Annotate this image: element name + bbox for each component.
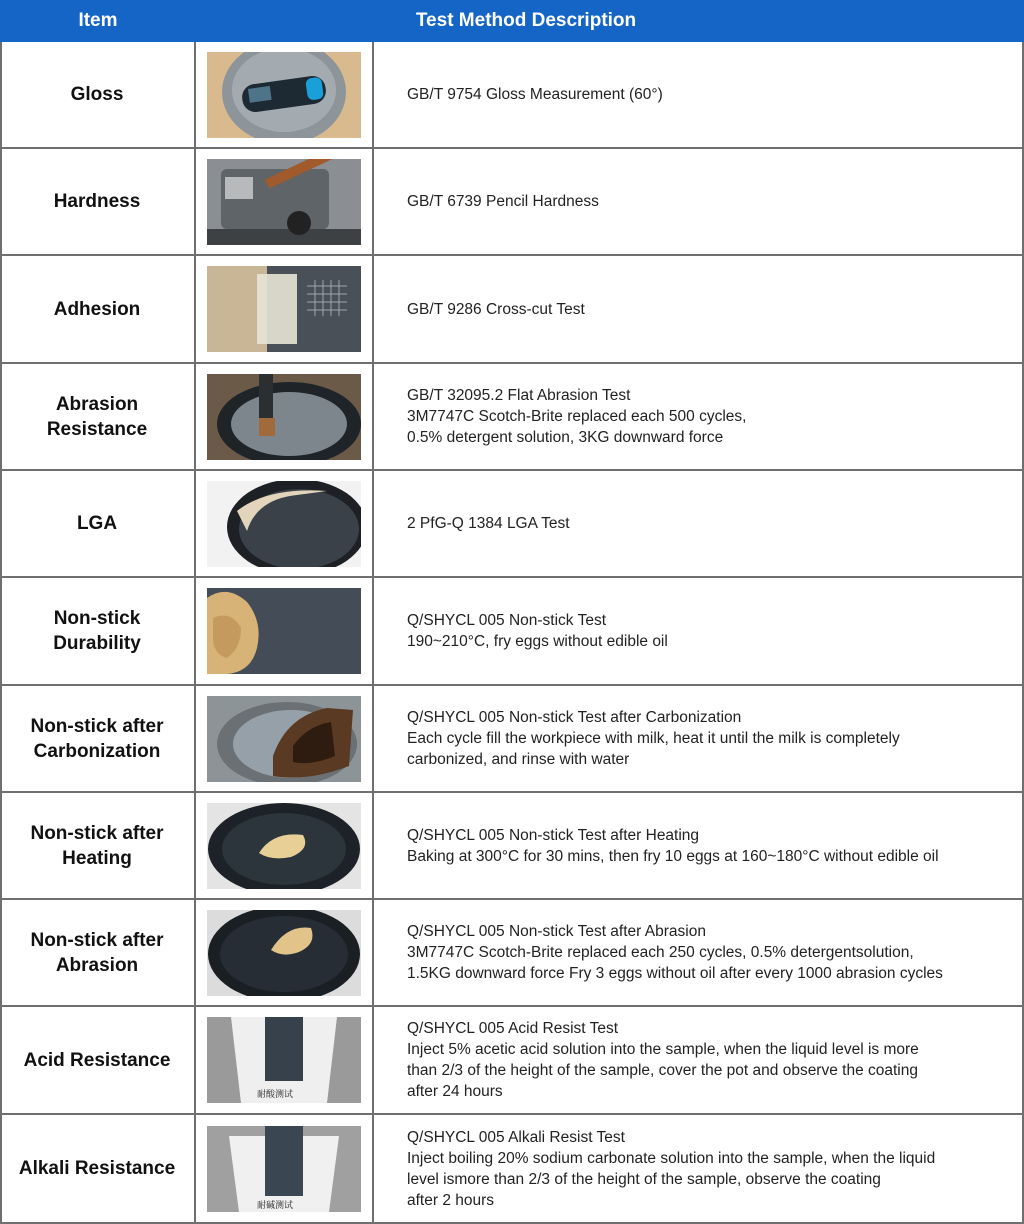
header-description: Test Method Description <box>415 10 637 31</box>
photo-cell <box>196 900 374 1005</box>
fried-egg-photo <box>207 588 361 674</box>
photo-cell <box>196 471 374 576</box>
description-cell <box>374 364 1024 469</box>
cross-cut-tape-photo <box>207 266 361 352</box>
item-name: Non-stick after Carbonization <box>0 686 196 791</box>
table-row <box>0 1115 1024 1224</box>
description-line: GB/T 6739 Pencil Hardness <box>407 193 599 210</box>
pencil-hardness-tester-photo <box>207 159 361 245</box>
table-row <box>0 256 1024 364</box>
egg-in-pan-photo <box>207 803 361 889</box>
description-line: Q/SHYCL 005 Non-stick Test after Abrasion <box>407 923 706 940</box>
table-row <box>0 471 1024 578</box>
photo-cell <box>196 256 374 362</box>
photo-cell <box>196 42 374 147</box>
description-line: level ismore than 2/3 of the height of the sample, observe the coating <box>407 1170 881 1188</box>
item-name: Abrasion Resistance <box>0 364 196 469</box>
acid-cup-sample-photo <box>207 1017 361 1103</box>
description-line: 3M7747C Scotch-Brite replaced each 500 cycles, <box>407 408 747 425</box>
description-cell <box>374 1115 1024 1222</box>
carbonized-milk-photo <box>207 696 361 782</box>
table-row <box>0 364 1024 471</box>
table-row <box>0 793 1024 900</box>
item-name: Alkali Resistance <box>0 1115 196 1222</box>
description-cell <box>374 578 1024 684</box>
description-line: Q/SHYCL 005 Non-stick Test <box>407 612 606 629</box>
description-cell <box>374 686 1024 791</box>
description-line: 2 PfG-Q 1384 LGA Test <box>407 515 570 532</box>
description-line: Q/SHYCL 005 Acid Resist Test <box>407 1020 619 1037</box>
table-row <box>0 578 1024 686</box>
description-line: Q/SHYCL 005 Alkali Resist Test <box>407 1128 625 1146</box>
item-name: Adhesion <box>0 256 196 362</box>
table-row <box>0 686 1024 793</box>
description-cell <box>374 900 1024 1005</box>
description-line: 0.5% detergent solution, 3KG downward force <box>407 429 724 446</box>
description-line: carbonized, and rinse with water <box>407 751 630 768</box>
description-cell <box>374 1007 1024 1113</box>
alkali-cup-sample-photo <box>207 1126 361 1212</box>
description-cell <box>374 256 1024 362</box>
description-line: after 24 hours <box>407 1083 503 1100</box>
description-cell <box>374 42 1024 147</box>
photo-cell <box>196 793 374 898</box>
description-line: than 2/3 of the height of the sample, cover the pot and observe the coating <box>407 1062 918 1079</box>
photo-cell <box>196 149 374 254</box>
description-line: GB/T 9286 Cross-cut Test <box>407 300 585 318</box>
gloss-meter-photo <box>207 52 361 138</box>
svg-text:耐碱测试: 耐碱测试 <box>257 1200 294 1211</box>
table-row <box>0 42 1024 149</box>
table-row <box>0 1007 1024 1115</box>
description-line: GB/T 9754 Gloss Measurement (60°) <box>407 86 663 103</box>
photo-cell <box>196 1007 374 1113</box>
item-name: Non-stick Durability <box>0 578 196 684</box>
abrasion-tester-pan-photo <box>207 374 361 460</box>
description-cell <box>374 471 1024 576</box>
description-line: 190~210°C, fry eggs without edible oil <box>407 633 668 650</box>
description-line: Inject boiling 20% sodium carbonate solution into the sample, when the liquid <box>407 1149 936 1167</box>
egg-in-pan-abrasion-photo <box>207 910 361 996</box>
header-item: Item <box>78 10 118 31</box>
item-name: Gloss <box>0 42 196 147</box>
description-line: after 2 hours <box>407 1191 495 1209</box>
item-name: LGA <box>0 471 196 576</box>
photo-cell <box>196 1115 374 1222</box>
lga-pan-photo <box>207 481 361 567</box>
description-line: Q/SHYCL 005 Non-stick Test after Heating <box>407 826 700 844</box>
description-line: Inject 5% acetic acid solution into the sample, when the liquid level is more <box>407 1041 919 1058</box>
description-line: 3M7747C Scotch-Brite replaced each 250 cycles, 0.5% detergentsolution, <box>407 944 914 961</box>
description-cell <box>374 149 1024 254</box>
item-name: Non-stick after Heating <box>0 793 196 898</box>
item-name: Hardness <box>0 149 196 254</box>
description-line: 1.5KG downward force Fry 3 eggs without oil after every 1000 abrasion cycles <box>407 965 943 982</box>
description-line: Each cycle fill the workpiece with milk, heat it until the milk is completely <box>407 730 900 747</box>
photo-cell <box>196 364 374 469</box>
description-cell <box>374 793 1024 898</box>
item-name: Non-stick after Abrasion <box>0 900 196 1005</box>
table-header <box>0 0 1024 42</box>
description-line: Baking at 300°C for 30 mins, then fry 10 eggs at 160~180°C without edible oil <box>407 847 939 865</box>
description-line: GB/T 32095.2 Flat Abrasion Test <box>407 387 631 404</box>
photo-cell <box>196 686 374 791</box>
description-line: Q/SHYCL 005 Non-stick Test after Carbonization <box>407 709 742 726</box>
photo-cell <box>196 578 374 684</box>
table-row <box>0 149 1024 256</box>
item-name: Acid Resistance <box>0 1007 196 1113</box>
table-row <box>0 900 1024 1007</box>
svg-text:耐酸测试: 耐酸测试 <box>257 1090 294 1100</box>
